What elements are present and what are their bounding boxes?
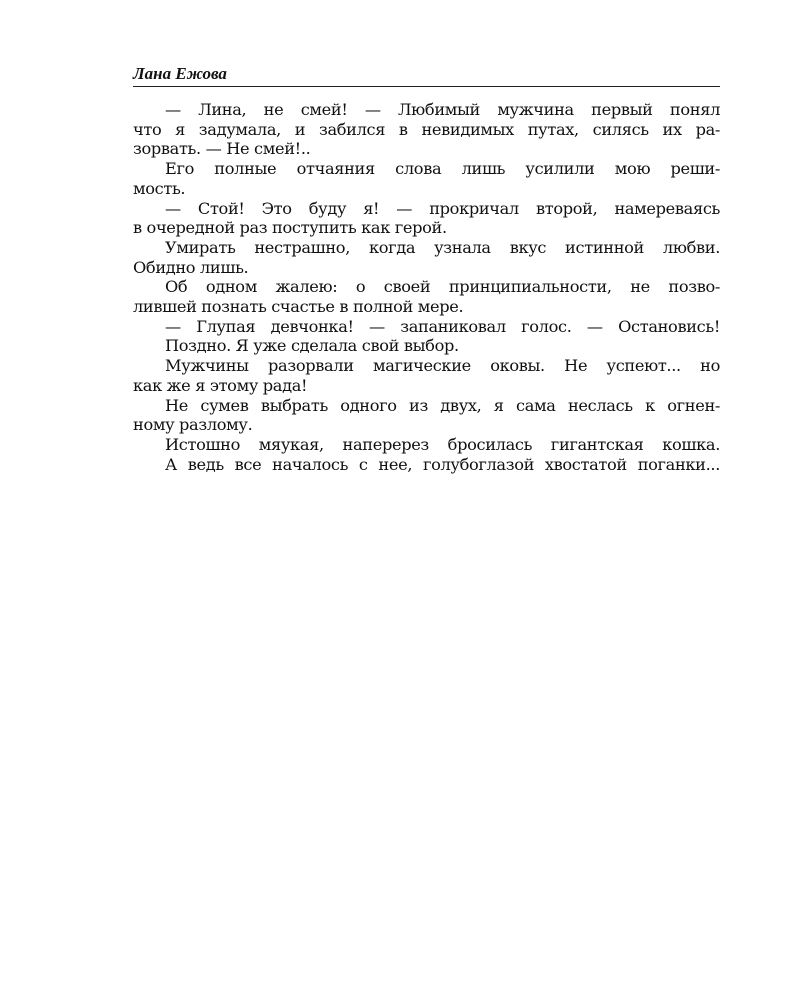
text-line: мость. — [133, 178, 186, 198]
text-line: Умирать нестрашно, когда узнала вкус истинной любви. — [165, 237, 720, 257]
text-line: зорвать. — Не смей!.. — [133, 139, 311, 159]
running-header — [133, 64, 720, 86]
text-line: — Глупая девчонка! — запаниковал голос. — Остановись! — [165, 316, 720, 336]
text-line: — Стой! Это буду я! — прокричал второй, намереваясь — [165, 198, 720, 218]
text-line: Его полные отчаяния слова лишь усилили мою реши- — [165, 159, 720, 179]
text-line: в очередной раз поступить как герой. — [133, 218, 447, 238]
header-rule — [133, 86, 720, 87]
text-line: как же я этому рада! — [133, 375, 308, 395]
text-line: что я задумала, и забился в невидимых путах, силясь их ра- — [133, 119, 720, 139]
body-text — [133, 100, 720, 474]
text-line: Обидно лишь. — [133, 257, 249, 277]
text-line: — Лина, не смей! — Любимый мужчина первый понял — [165, 100, 720, 119]
author-name: Лана Ежова — [133, 64, 227, 83]
text-line: Истошно мяукая, наперерез бросилась гигантская кошка. — [165, 434, 720, 454]
text-line: Не сумев выбрать одного из двух, я сама неслась к огнен- — [165, 395, 720, 415]
text-line: лившей познать счастье в полной мере. — [133, 297, 464, 317]
text-line: Мужчины разорвали магические оковы. Не успеют... но — [165, 356, 720, 376]
text-line: ному разлому. — [133, 415, 253, 435]
text-line: Об одном жалею: о своей принципиальности, не позво- — [165, 277, 720, 297]
text-line: А ведь все началось с нее, голубоглазой хвостатой поганки... — [165, 454, 720, 474]
text-line: Поздно. Я уже сделала свой выбор. — [165, 336, 459, 356]
